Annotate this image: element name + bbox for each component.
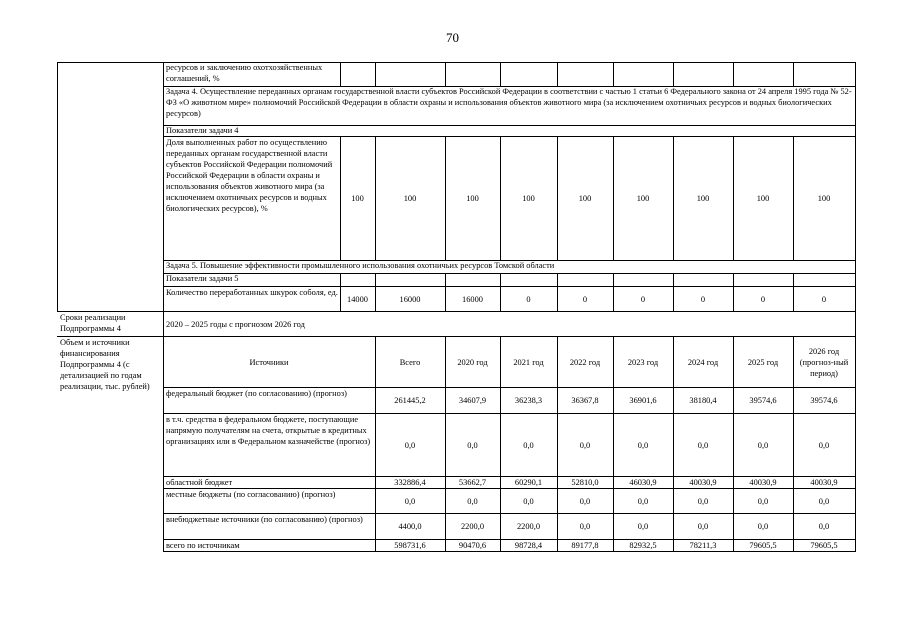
finance-row-name: областной бюджет bbox=[166, 478, 233, 487]
finance-header: 2021 год bbox=[513, 357, 544, 367]
finance-row-value: 0,0 bbox=[579, 440, 591, 450]
finance-row-name: местные бюджеты (по согласованию) (прогноз) bbox=[166, 490, 336, 499]
terms-label: Сроки реализации Подпрограммы 4 bbox=[60, 313, 126, 333]
finance-row-value: 0,0 bbox=[467, 496, 478, 506]
indicator-5-value: 0 bbox=[526, 294, 531, 304]
task-4-title: Задача 4. Осуществление переданных органам государственной власти субъектов Российской Федерации в соответствии с частью 1 статьи 6 Федерального закона от 24 апреля 1995 года № 52-ФЗ «О животном мире» полномочий Российской Федерации в области охраны и использования объектов животного мира (за исключением охотничьих ресурсов и водных биологических ресурсов) bbox=[166, 87, 852, 118]
finance-row-value: 40030,9 bbox=[689, 478, 717, 487]
finance-row-name: федеральный бюджет (по согласованию) (прогноз) bbox=[166, 389, 347, 398]
finance-row-value: 82932,5 bbox=[629, 541, 657, 550]
indicator-4-value: 100 bbox=[817, 194, 831, 203]
finance-row-value: 46030,9 bbox=[629, 478, 657, 487]
finance-row-value: 0,0 bbox=[818, 522, 830, 531]
finance-header: 2025 год bbox=[747, 357, 779, 367]
finance-row-value: 2200,0 bbox=[460, 522, 485, 531]
column-border bbox=[673, 62, 674, 87]
indicator-4-value: 100 bbox=[403, 194, 417, 203]
indicator3-fragment: ресурсов и заключению охотхозяйственных соглашений, % bbox=[166, 63, 323, 83]
finance-row-value: 0,0 bbox=[579, 496, 591, 506]
task-5-title: Задача 5. Повышение эффективности промышленного использования охотничьих ресурсов Томской области bbox=[166, 261, 555, 270]
finance-row-value: 79605,5 bbox=[810, 541, 838, 550]
finance-row-value: 90470,6 bbox=[458, 541, 487, 550]
finance-row-value: 0,0 bbox=[818, 440, 830, 450]
finance-row-value: 36367,8 bbox=[571, 396, 599, 405]
finance-row-value: 0,0 bbox=[404, 440, 416, 450]
finance-row-value: 598731,6 bbox=[394, 541, 426, 550]
column-border bbox=[613, 62, 614, 87]
finance-row-value: 0,0 bbox=[697, 496, 709, 506]
finance-row-value: 0,0 bbox=[757, 522, 769, 531]
column-border bbox=[793, 62, 794, 87]
finance-row-value: 0,0 bbox=[757, 496, 769, 506]
terms-value: 2020 – 2025 годы с прогнозом 2026 год bbox=[166, 319, 305, 329]
finance-row-value: 40030,9 bbox=[749, 478, 777, 487]
finance-header: Источники bbox=[249, 357, 289, 367]
finance-row-value: 36238,3 bbox=[514, 396, 543, 405]
finance-row-value: 0,0 bbox=[697, 522, 709, 531]
finance-row-value: 261445,2 bbox=[394, 396, 426, 405]
finance-row-value: 53662,7 bbox=[458, 478, 487, 487]
finance-row-value: 39574,6 bbox=[749, 396, 777, 405]
finance-row-value: 34607,9 bbox=[458, 396, 487, 405]
finance-header: 2026 год (прогноз-ный период) bbox=[799, 346, 849, 378]
indicator-5-value: 0 bbox=[760, 294, 766, 304]
finance-row-value: 0,0 bbox=[523, 440, 534, 450]
indicator-5-value: 14000 bbox=[347, 294, 368, 304]
finance-row-value: 79605,5 bbox=[749, 541, 777, 550]
indicator-4-value: 100 bbox=[522, 194, 535, 203]
indicator-4-value: 100 bbox=[578, 194, 592, 203]
finance-row-value: 36901,6 bbox=[629, 396, 657, 405]
indicator-4-name: Доля выполненных работ по осуществлению переданных органам государственной власти субъектов Российской Федерации полномочий Российской Федерации в области охраны и использования объектов животного мира (за исключением охотничьих ресурсов и водных биологических ресурсов), % bbox=[166, 138, 333, 213]
finance-label: Объем и источники финансирования Подпрограммы 4 (с детализацией по годам реализации, тыс. рублей) bbox=[60, 338, 150, 391]
finance-row-value: 38180,4 bbox=[689, 396, 717, 405]
column-border bbox=[557, 62, 558, 87]
finance-row-value: 0,0 bbox=[637, 440, 649, 450]
column-border bbox=[375, 62, 376, 87]
indicator-5-value: 0 bbox=[700, 294, 706, 304]
finance-row-value: 0,0 bbox=[637, 522, 649, 531]
finance-row-value: 52810,0 bbox=[571, 478, 599, 487]
indicator-4-value: 100 bbox=[351, 194, 364, 203]
finance-header: 2024 год bbox=[687, 357, 719, 367]
task-5-indicators-label: Показатели задачи 5 bbox=[166, 274, 239, 283]
indicator-5-value: 16000 bbox=[462, 294, 483, 304]
column-border bbox=[445, 62, 446, 87]
indicator-4-value: 100 bbox=[696, 194, 710, 203]
finance-header: 2022 год bbox=[569, 357, 601, 367]
task-4-indicators-label: Показатели задачи 4 bbox=[166, 126, 239, 135]
row-border bbox=[163, 551, 856, 552]
finance-row-name: внебюджетные источники (по согласованию) (прогноз) bbox=[166, 515, 363, 524]
finance-row-value: 39574,6 bbox=[810, 396, 838, 405]
finance-row-value: 2200,0 bbox=[516, 522, 541, 531]
indicator-5-name: Количество переработанных шкурок соболя, ед. bbox=[166, 288, 338, 297]
finance-row-value: 4400,0 bbox=[398, 522, 422, 531]
indicator-4-value: 100 bbox=[466, 194, 479, 203]
indicator-4-value: 100 bbox=[636, 194, 650, 203]
indicator-5-value: 16000 bbox=[399, 294, 421, 304]
finance-row-name: всего по источникам bbox=[166, 541, 240, 550]
column-border bbox=[57, 62, 58, 312]
finance-row-value: 98728,4 bbox=[514, 541, 543, 550]
finance-row-name: в т.ч. средства в федеральном бюджете, поступающие напрямую получателям на счета, открытые в кредитных организациях или в Федеральном казначействе (прогноз) bbox=[166, 415, 371, 446]
column-border bbox=[855, 62, 856, 552]
finance-row-value: 40030,9 bbox=[810, 478, 838, 487]
column-border bbox=[500, 62, 501, 87]
finance-header: 2020 год bbox=[457, 357, 488, 367]
page-number: 70 bbox=[446, 30, 459, 45]
finance-row-value: 0,0 bbox=[404, 496, 416, 506]
finance-row-value: 0,0 bbox=[637, 496, 649, 506]
finance-row-value: 60290,1 bbox=[514, 478, 543, 487]
finance-row-value: 0,0 bbox=[697, 440, 709, 450]
indicator-4-value: 100 bbox=[756, 194, 770, 203]
finance-row-value: 78211,3 bbox=[689, 541, 717, 550]
column-border bbox=[733, 62, 734, 87]
finance-row-value: 89177,8 bbox=[571, 541, 599, 550]
finance-row-value: 0,0 bbox=[467, 440, 478, 450]
indicator-5-value: 0 bbox=[821, 294, 827, 304]
column-border bbox=[340, 62, 341, 87]
finance-header: 2023 год bbox=[627, 357, 659, 367]
finance-row-value: 332886,4 bbox=[394, 478, 426, 487]
finance-row-value: 0,0 bbox=[523, 496, 534, 506]
indicator-5-value: 0 bbox=[640, 294, 646, 304]
indicator-5-value: 0 bbox=[582, 294, 588, 304]
finance-row-value: 0,0 bbox=[579, 522, 591, 531]
finance-header: Всего bbox=[399, 357, 421, 367]
finance-row-value: 0,0 bbox=[757, 440, 769, 450]
finance-row-value: 0,0 bbox=[818, 496, 830, 506]
